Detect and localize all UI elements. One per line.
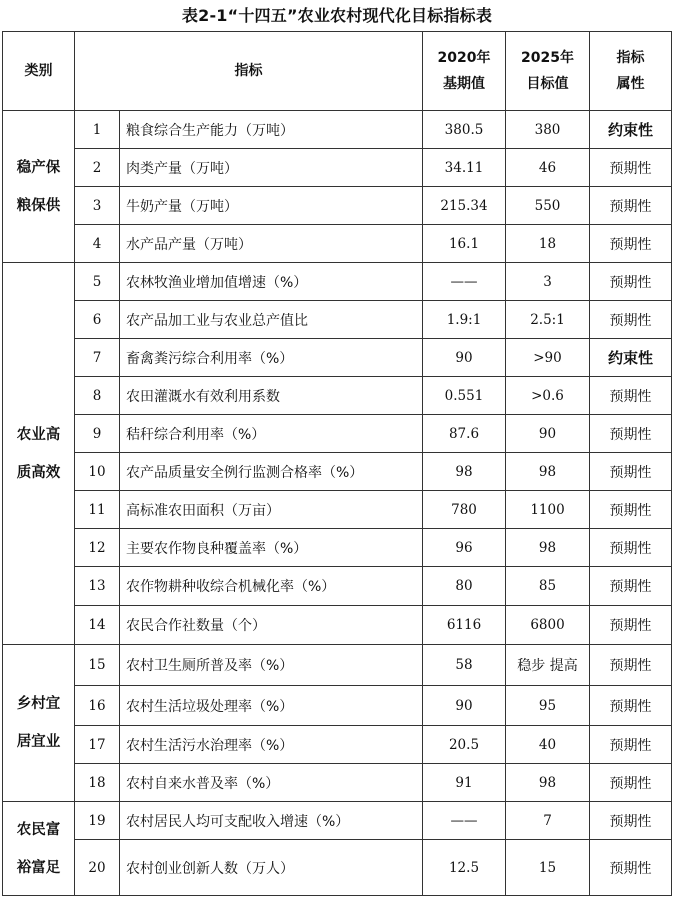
table-row [3,301,672,339]
row-number: 20 [75,840,120,896]
indicator-name: 主要农作物良种覆盖率（%） [120,529,423,567]
indicator-name: 水产品产量（万吨） [120,225,423,263]
table-row [3,802,672,840]
indicator-name: 农民合作社数量（个） [120,606,423,645]
table-row [3,686,672,726]
value-2025: >0.6 [506,377,590,415]
category-label-line1: 乡村宜 [16,696,61,712]
table-row [3,606,672,645]
row-number: 4 [75,225,120,263]
value-2020: 87.6 [423,415,506,453]
header-indicator: 指标 [75,32,423,111]
row-number: 6 [75,301,120,339]
category-label-line2: 居宜业 [16,734,61,750]
header-2025-label: 目标值 [526,76,569,92]
value-2020: 20.5 [423,726,506,764]
value-2025: 40 [506,726,590,764]
table-title: 表2-1“十四五”农业农村现代化目标指标表 [181,6,493,25]
value-2025: 1100 [506,491,590,529]
table-row [3,377,672,415]
table-row [3,187,672,225]
table-row [3,567,672,606]
indicator-name: 粮食综合生产能力（万吨） [120,111,423,149]
value-2020: 91 [423,764,506,802]
category-label-line2: 裕富足 [16,859,61,876]
row-number: 15 [75,645,120,686]
header-2025 [506,32,590,111]
indicator-name: 畜禽粪污综合利用率（%） [120,339,423,377]
value-2020: 380.5 [423,111,506,149]
indicator-attribute: 预期性 [590,840,672,896]
category-label-line1: 稳产保 [16,159,61,176]
header-attribute-line1: 指标 [616,50,645,66]
indicator-attribute: 预期性 [590,802,672,840]
table-row [3,263,672,301]
value-2020: 12.5 [423,840,506,896]
indicator-attribute: 预期性 [590,453,672,491]
category-label-line1: 农业高 [16,426,61,443]
value-2020: 1.9:1 [423,301,506,339]
value-2025: 98 [506,529,590,567]
row-number: 13 [75,567,120,606]
header-2020-label: 基期值 [443,76,485,92]
category-cell [3,645,75,802]
value-2025: >90 [506,339,590,377]
value-2025: 46 [506,149,590,187]
indicator-name: 农林牧渔业增加值增速（%） [120,263,423,301]
indicator-name: 农村自来水普及率（%） [120,764,423,802]
indicator-name: 肉类产量（万吨） [120,149,423,187]
value-2025: 380 [506,111,590,149]
table-row [3,225,672,263]
value-2020: 96 [423,529,506,567]
table-row [3,764,672,802]
indicator-name: 农村居民人均可支配收入增速（%） [120,802,423,840]
table-row [3,111,672,149]
indicator-attribute: 预期性 [590,377,672,415]
category-label-line2: 粮保供 [16,197,61,214]
header-attribute-line2: 属性 [616,76,645,92]
value-2020: 80 [423,567,506,606]
table-row [3,339,672,377]
indicator-name: 农作物耕种收综合机械化率（%） [120,567,423,606]
value-2025: 85 [506,567,590,606]
row-number: 5 [75,263,120,301]
table-row [3,645,672,686]
table-row [3,491,672,529]
row-number: 18 [75,764,120,802]
row-number: 2 [75,149,120,187]
value-2025: 稳步 提高 [506,645,590,686]
row-number: 19 [75,802,120,840]
row-number: 12 [75,529,120,567]
table-row [3,726,672,764]
indicator-name: 高标准农田面积（万亩） [120,491,423,529]
value-2025: 90 [506,415,590,453]
value-2025: 98 [506,764,590,802]
value-2020: 780 [423,491,506,529]
indicator-name: 农村生活污水治理率（%） [120,726,423,764]
indicator-attribute: 预期性 [590,764,672,802]
value-2025: 95 [506,686,590,726]
value-2020: 6116 [423,606,506,645]
indicator-attribute: 预期性 [590,606,672,645]
value-2025: 550 [506,187,590,225]
table-row [3,453,672,491]
row-number: 11 [75,491,120,529]
value-2020: —— [423,802,506,840]
row-number: 8 [75,377,120,415]
indicator-name: 农村生活垃圾处理率（%） [120,686,423,726]
value-2020: 34.11 [423,149,506,187]
value-2020: 90 [423,686,506,726]
indicator-name: 牛奶产量（万吨） [120,187,423,225]
category-cell [3,263,75,645]
category-cell [3,802,75,896]
value-2025: 2.5:1 [506,301,590,339]
row-number: 7 [75,339,120,377]
category-label-line1: 农民富 [16,821,61,838]
indicator-name: 农产品质量安全例行监测合格率（%） [120,453,423,491]
header-category: 类别 [3,32,75,111]
indicator-attribute: 预期性 [590,686,672,726]
value-2025: 15 [506,840,590,896]
indicator-name: 农产品加工业与农业总产值比 [120,301,423,339]
value-2020: 0.551 [423,377,506,415]
value-2020: 215.34 [423,187,506,225]
header-attribute [590,32,672,111]
indicator-attribute: 预期性 [590,149,672,187]
indicator-name: 农田灌溉水有效利用系数 [120,377,423,415]
table-row [3,149,672,187]
value-2025: 6800 [506,606,590,645]
value-2020: 58 [423,645,506,686]
indicator-attribute: 预期性 [590,263,672,301]
row-number: 16 [75,686,120,726]
value-2025: 3 [506,263,590,301]
category-label-line2: 质高效 [16,464,61,481]
indicator-attribute: 预期性 [590,187,672,225]
indicator-attribute: 预期性 [590,415,672,453]
indicator-attribute: 预期性 [590,301,672,339]
indicator-name: 秸秆综合利用率（%） [120,415,423,453]
indicator-attribute: 预期性 [590,529,672,567]
row-number: 17 [75,726,120,764]
indicator-name: 农村卫生厕所普及率（%） [120,645,423,686]
row-number: 9 [75,415,120,453]
indicator-attribute: 预期性 [590,726,672,764]
indicator-attribute: 预期性 [590,567,672,606]
row-number: 1 [75,111,120,149]
value-2020: 98 [423,453,506,491]
value-2025: 18 [506,225,590,263]
indicator-name: 农村创业创新人数（万人） [120,840,423,896]
table-row [3,840,672,896]
header-2025-year: 2025年 [521,50,574,66]
value-2020: 90 [423,339,506,377]
indicator-attribute: 预期性 [590,645,672,686]
category-cell [3,111,75,263]
indicator-attribute: 预期性 [590,491,672,529]
value-2025: 98 [506,453,590,491]
header-2020 [423,32,506,111]
table-row [3,529,672,567]
row-number: 14 [75,606,120,645]
indicator-attribute: 预期性 [590,225,672,263]
row-number: 10 [75,453,120,491]
value-2020: —— [423,263,506,301]
indicator-table [2,31,672,896]
table-row [3,415,672,453]
indicator-attribute: 约束性 [590,111,672,149]
header-row [3,32,672,111]
indicator-attribute: 约束性 [590,339,672,377]
row-number: 3 [75,187,120,225]
value-2020: 16.1 [423,225,506,263]
header-2020-year: 2020年 [437,50,491,66]
value-2025: 7 [506,802,590,840]
